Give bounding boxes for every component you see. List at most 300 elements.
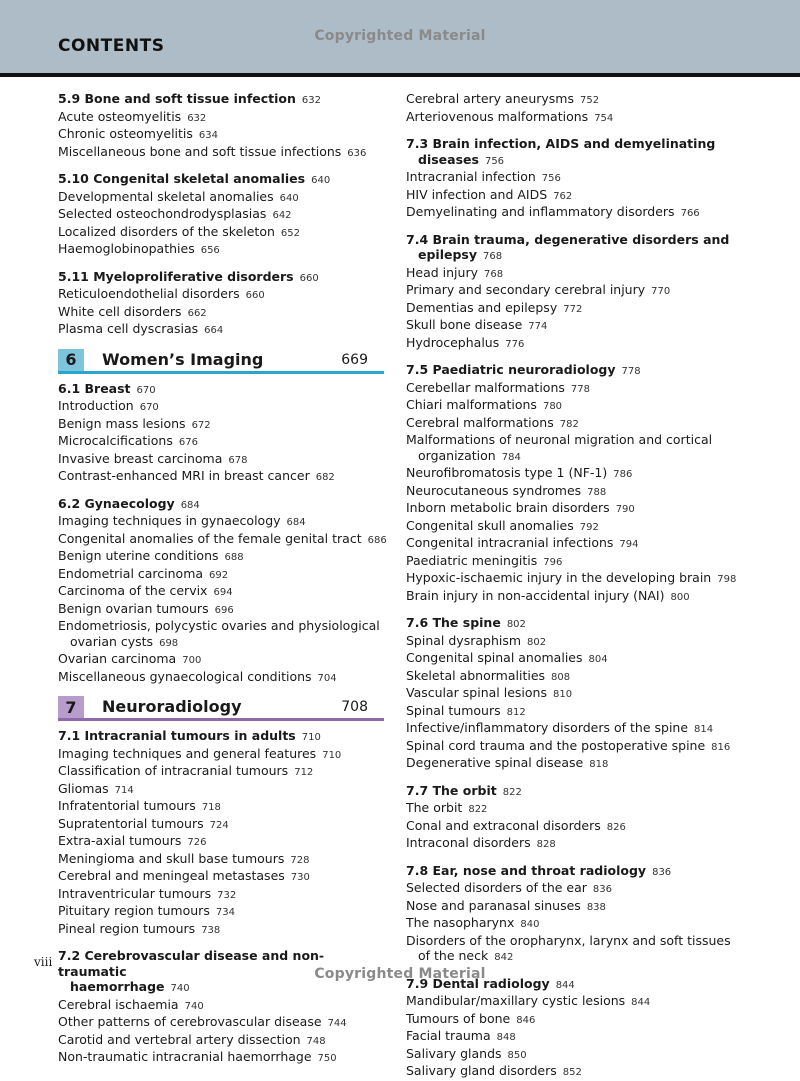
entry-label: Microcalcifications	[58, 433, 173, 448]
entry-label: Spinal tumours	[406, 702, 501, 718]
chapter-title: Women’s Imaging	[102, 349, 264, 369]
section-title: 7.9 Dental radiology	[406, 975, 550, 991]
entry-page: 712	[294, 767, 314, 778]
toc-entry[interactable]	[58, 868, 384, 886]
toc-entry[interactable]	[58, 433, 384, 451]
chapter-page: 669	[341, 351, 368, 368]
entry-label: Intraconal disorders	[406, 835, 531, 850]
toc-entry[interactable]	[406, 109, 746, 127]
chapter-number: 7	[58, 696, 84, 718]
toc-entry[interactable]	[406, 880, 746, 898]
entry-label: Congenital anomalies of the female genital tract	[58, 530, 362, 546]
entry-label: Acute osteomyelitis	[58, 108, 182, 124]
entry-label: Pituitary region tumours	[58, 903, 210, 918]
toc-entry[interactable]	[58, 746, 384, 764]
entry-label: Intracranial infection	[406, 169, 536, 184]
toc-section	[406, 863, 746, 966]
entry-label: White cell disorders	[58, 303, 182, 319]
section-title: 6.2 Gynaecology	[58, 495, 175, 511]
entry-page: 846	[516, 1014, 536, 1026]
entry-label: Malformations of neuronal migration and cortical	[406, 432, 713, 447]
entry-page: 788	[587, 486, 607, 498]
entry-label: Head injury	[406, 264, 478, 280]
page-title: CONTENTS	[58, 36, 165, 56]
toc-entry-continued[interactable]	[58, 634, 384, 652]
toc-entry[interactable]	[406, 335, 746, 353]
section-page: 632	[301, 95, 321, 106]
chapter-7-heading[interactable]	[58, 696, 384, 720]
toc-section	[406, 615, 746, 773]
section-title-continued: diseases	[418, 151, 479, 167]
entry-page: 740	[184, 1000, 204, 1012]
toc-entry[interactable]	[58, 513, 384, 531]
entry-page: 744	[327, 1018, 347, 1029]
toc-entry-continued[interactable]	[406, 448, 746, 466]
entry-label: Imaging techniques and general features	[58, 745, 317, 761]
entry-page: 796	[543, 556, 563, 568]
entry-label: Congenital spinal anomalies	[406, 650, 583, 665]
toc-entry[interactable]	[58, 1014, 384, 1032]
entry-page: 756	[541, 173, 561, 184]
toc-entry[interactable]	[406, 187, 746, 205]
section-title: 7.7 The orbit	[406, 782, 497, 798]
entry-label-continued: of the neck	[418, 948, 489, 963]
entry-page: 718	[201, 802, 221, 813]
chapter-rule	[58, 718, 384, 721]
entry-label: Cerebral and meningeal metastases	[58, 868, 285, 883]
entry-page: 660	[245, 290, 265, 301]
chapter-number: 6	[58, 349, 84, 371]
toc-section	[406, 232, 746, 353]
toc-entry[interactable]	[406, 685, 746, 703]
entry-label: Carcinoma of the cervix	[58, 583, 208, 598]
toc-entry[interactable]	[58, 126, 384, 144]
toc-entry[interactable]	[58, 1049, 384, 1067]
section-title: 7.8 Ear, nose and throat radiology	[406, 862, 647, 878]
toc-entry[interactable]	[58, 781, 384, 799]
section-page: 822	[502, 786, 522, 798]
entry-page: 672	[191, 419, 211, 431]
toc-entry[interactable]	[406, 993, 746, 1011]
entry-page: 682	[315, 472, 335, 483]
entry-label: Hypoxic-ischaemic injury in the developing brain	[406, 570, 712, 585]
section-title: 7.3 Brain infection, AIDS and demyelinating	[406, 136, 716, 151]
section-page: 640	[311, 175, 331, 186]
entry-label: Reticuloendothelial disorders	[58, 286, 240, 301]
entry-label: Nose and paranasal sinuses	[406, 897, 581, 913]
entry-page: 632	[187, 112, 207, 124]
entry-label: Extra-axial tumours	[58, 833, 182, 848]
section-page: 768	[483, 251, 503, 262]
toc-section	[58, 171, 384, 259]
chapter-rule	[58, 371, 384, 374]
entry-label: Intraventricular tumours	[58, 885, 212, 901]
entry-page: 640	[279, 192, 299, 204]
entry-page: 664	[204, 325, 224, 336]
entry-label: Vascular spinal lesions	[406, 685, 547, 700]
toc-entry[interactable]	[58, 398, 384, 416]
entry-page: 700	[182, 655, 202, 666]
entry-label: Invasive breast carcinoma	[58, 450, 223, 466]
entry-page: 836	[592, 884, 612, 895]
section-title: 7.4 Brain trauma, degenerative disorders and	[406, 231, 730, 247]
entry-page: 778	[570, 383, 590, 395]
entry-label: Mandibular/maxillary cystic lesions	[406, 993, 626, 1008]
entry-page: 790	[615, 504, 635, 515]
entry-label-continued: ovarian cysts	[70, 633, 154, 649]
toc-section	[58, 495, 387, 687]
entry-label: The orbit	[406, 800, 463, 815]
section-title: 6.1 Breast	[58, 380, 131, 396]
toc-entry[interactable]	[406, 1011, 746, 1029]
toc-entry[interactable]	[58, 109, 384, 127]
toc-section	[58, 381, 384, 486]
entry-page: 812	[506, 706, 526, 718]
section-page: 710	[301, 732, 321, 743]
toc-entry[interactable]	[406, 317, 746, 335]
section-title: 7.5 Paediatric neuroradiology	[406, 362, 616, 377]
entry-label: Chiari malformations	[406, 397, 537, 412]
toc-entry[interactable]	[406, 668, 746, 686]
entry-label: Haemoglobinopathies	[58, 241, 195, 256]
entry-label: HIV infection and AIDS	[406, 186, 548, 202]
entry-page: 730	[290, 872, 310, 883]
toc-entry[interactable]	[406, 933, 746, 949]
entry-label: Miscellaneous gynaecological conditions	[58, 668, 312, 684]
entry-page: 686	[367, 534, 387, 546]
section-page: 660	[299, 272, 319, 284]
entry-page: 692	[209, 569, 229, 581]
entry-label: Congenital intracranial infections	[406, 535, 614, 550]
entry-page: 738	[201, 924, 221, 936]
toc-entry[interactable]	[406, 91, 746, 109]
entry-page: 748	[306, 1035, 326, 1047]
entry-page: 800	[670, 591, 690, 603]
entry-page: 734	[215, 907, 235, 918]
entry-label: Facial trauma	[406, 1028, 491, 1043]
entry-page: 714	[114, 784, 134, 796]
toc-entry[interactable]	[58, 304, 384, 322]
entry-label-continued: organization	[418, 447, 496, 463]
entry-page: 726	[187, 837, 207, 848]
toc-section	[406, 136, 746, 222]
entry-label: Ovarian carcinoma	[58, 651, 177, 666]
entry-label: Conal and extraconal disorders	[406, 817, 601, 833]
toc-entry[interactable]	[58, 530, 387, 549]
section-page: 670	[136, 384, 156, 396]
toc-entry[interactable]	[406, 432, 746, 448]
entry-page: 818	[589, 759, 609, 770]
toc-entry[interactable]	[58, 224, 384, 242]
toc-entry[interactable]	[406, 204, 746, 222]
toc-entry[interactable]	[406, 282, 746, 300]
toc-entry[interactable]	[58, 833, 384, 851]
toc-section	[406, 91, 746, 126]
section-heading[interactable]	[406, 362, 746, 380]
toc-entry[interactable]	[58, 548, 384, 566]
toc-entry[interactable]	[58, 997, 384, 1015]
entry-label: Neurocutaneous syndromes	[406, 482, 582, 498]
entry-label: Selected osteochondrodysplasias	[58, 206, 267, 221]
section-title: 5.9 Bone and soft tissue infection	[58, 91, 296, 106]
entry-label: Benign uterine conditions	[58, 548, 219, 563]
entry-label: Disorders of the oropharynx, larynx and soft tissues	[406, 932, 731, 948]
entry-label: Arteriovenous malformations	[406, 108, 589, 124]
toc-entry[interactable]	[406, 650, 746, 668]
entry-label: Benign ovarian tumours	[58, 600, 209, 616]
section-title-continued: epilepsy	[418, 247, 478, 262]
entry-page: 840	[520, 919, 540, 930]
entry-page: 754	[594, 112, 614, 124]
toc-entry[interactable]	[406, 755, 746, 773]
toc-entry[interactable]	[406, 738, 746, 756]
entry-page: 688	[224, 552, 244, 563]
toc-entry[interactable]	[406, 465, 746, 483]
section-page: 740	[170, 983, 190, 994]
section-title: 7.6 The spine	[406, 615, 501, 630]
entry-page: 852	[562, 1067, 582, 1078]
entry-page: 794	[619, 539, 639, 550]
entry-page: 848	[496, 1032, 516, 1043]
toc-entry[interactable]	[58, 144, 384, 162]
toc-entry[interactable]	[406, 518, 746, 536]
toc-entry[interactable]	[406, 1028, 746, 1046]
entry-label: Classification of intracranial tumours	[58, 763, 289, 778]
toc-entry[interactable]	[58, 583, 384, 601]
toc-entry[interactable]	[406, 588, 746, 606]
entry-label: Developmental skeletal anomalies	[58, 188, 274, 204]
toc-entry[interactable]	[58, 468, 384, 486]
entry-page: 774	[528, 321, 548, 332]
entry-label: Miscellaneous bone and soft tissue infections	[58, 143, 342, 159]
toc-entry[interactable]	[406, 553, 746, 571]
section-heading-continued[interactable]	[406, 247, 746, 265]
entry-label: Infective/inflammatory disorders of the spine	[406, 720, 689, 735]
entry-label: The nasopharynx	[406, 915, 515, 930]
entry-label: Supratentorial tumours	[58, 815, 204, 831]
toc-entry[interactable]	[58, 851, 384, 869]
toc-entry[interactable]	[58, 816, 384, 834]
entry-label: Other patterns of cerebrovascular disease	[58, 1014, 322, 1029]
entry-page: 752	[580, 95, 600, 106]
entry-label: Plasma cell dyscrasias	[58, 321, 199, 336]
section-page: 778	[621, 366, 641, 377]
entry-label: Selected disorders of the ear	[406, 880, 587, 895]
section-page: 802	[506, 619, 526, 630]
section-title: 7.1 Intracranial tumours in adults	[58, 728, 296, 743]
toc-entry[interactable]	[58, 321, 384, 339]
toc-section	[406, 976, 746, 1081]
header-rule	[0, 73, 800, 77]
chapter-title: Neuroradiology	[102, 697, 242, 716]
chapter-page: 708	[341, 699, 368, 715]
toc-entry[interactable]	[406, 703, 746, 721]
toc-entry[interactable]	[58, 566, 384, 584]
entry-page: 676	[178, 437, 198, 448]
section-page: 836	[652, 866, 672, 878]
section-heading[interactable]	[406, 783, 746, 801]
entry-page: 792	[579, 521, 599, 533]
entry-page: 798	[717, 574, 737, 585]
entry-page: 780	[542, 401, 563, 412]
entry-page: 786	[613, 469, 633, 480]
watermark-top: Copyrighted Material	[314, 28, 486, 44]
section-heading[interactable]	[58, 496, 384, 514]
toc-entry[interactable]	[406, 835, 746, 853]
toc-entry[interactable]	[58, 921, 384, 939]
entry-page: 710	[322, 749, 342, 761]
entry-label: Cerebral malformations	[406, 414, 554, 430]
entry-page: 696	[214, 604, 234, 616]
entry-label: Carotid and vertebral artery dissection	[58, 1031, 301, 1047]
entry-page: 828	[536, 839, 556, 850]
toc-entry[interactable]	[406, 800, 746, 818]
section-title: 5.11 Myeloproliferative disorders	[58, 268, 294, 284]
toc-entry[interactable]	[406, 1063, 746, 1081]
toc-entry[interactable]	[406, 535, 746, 553]
toc-entry[interactable]	[406, 915, 746, 933]
section-heading[interactable]	[406, 863, 746, 881]
toc-entry[interactable]	[406, 415, 746, 433]
section-heading[interactable]	[58, 728, 384, 746]
left-column	[58, 91, 387, 1067]
toc-entry[interactable]	[406, 380, 746, 398]
entry-label: Cerebellar malformations	[406, 379, 565, 395]
toc-section	[58, 91, 384, 161]
entry-label: Benign mass lesions	[58, 415, 186, 431]
section-title: 7.2 Cerebrovascular disease and non-traumatic	[58, 948, 325, 979]
section-heading-continued[interactable]	[406, 152, 746, 170]
section-heading[interactable]	[406, 136, 746, 152]
entry-label: Introduction	[58, 398, 134, 413]
entry-page: 814	[694, 724, 714, 735]
entry-label: Inborn metabolic brain disorders	[406, 500, 610, 515]
toc-entry[interactable]	[406, 483, 746, 501]
entry-page: 694	[213, 587, 233, 598]
entry-label: Pineal region tumours	[58, 920, 196, 936]
entry-page: 822	[468, 804, 488, 815]
toc-section	[406, 362, 746, 605]
toc-entry[interactable]	[406, 1046, 746, 1064]
watermark-bottom: Copyrighted Material	[314, 966, 486, 982]
toc-entry[interactable]	[406, 300, 746, 318]
entry-page: 656	[200, 245, 220, 256]
entry-label: Salivary gland disorders	[406, 1063, 557, 1078]
toc-entry[interactable]	[406, 818, 746, 836]
section-title-continued: haemorrhage	[70, 979, 165, 994]
toc-entry[interactable]	[58, 669, 384, 687]
entry-label: Endometriosis, polycystic ovaries and physiological	[58, 618, 380, 633]
toc-entry[interactable]	[58, 618, 384, 634]
section-heading[interactable]	[58, 171, 384, 189]
entry-label: Infratentorial tumours	[58, 798, 196, 813]
entry-page: 844	[631, 997, 651, 1008]
entry-page: 784	[501, 451, 521, 463]
toc-entry[interactable]	[406, 898, 746, 916]
section-heading[interactable]	[58, 381, 384, 399]
section-page: 684	[180, 499, 200, 511]
entry-page: 850	[507, 1049, 527, 1061]
section-heading[interactable]	[58, 91, 384, 109]
toc-entry[interactable]	[58, 1032, 384, 1050]
entry-page: 804	[588, 654, 608, 665]
entry-page: 652	[280, 227, 301, 239]
entry-page: 838	[586, 901, 606, 913]
entry-page: 642	[272, 210, 292, 221]
section-heading[interactable]	[406, 615, 746, 633]
entry-label: Localized disorders of the skeleton	[58, 223, 275, 239]
toc-entry[interactable]	[406, 397, 746, 415]
entry-page: 634	[198, 130, 218, 141]
entry-page: 770	[651, 286, 671, 297]
entry-label: Spinal cord trauma and the postoperative spine	[406, 737, 706, 753]
toc-entry[interactable]	[58, 189, 384, 207]
entry-page: 810	[552, 689, 573, 700]
entry-label: Degenerative spinal disease	[406, 755, 584, 770]
entry-label: Cerebral ischaemia	[58, 996, 179, 1012]
entry-page: 636	[347, 147, 367, 159]
chapter-6-heading[interactable]	[58, 349, 384, 373]
toc-section	[58, 728, 384, 938]
entry-page: 728	[290, 854, 310, 866]
section-heading[interactable]	[58, 269, 384, 287]
entry-label: Neurofibromatosis type 1 (NF-1)	[406, 465, 608, 480]
toc-entry[interactable]	[58, 601, 384, 619]
entry-label: Contrast-enhanced MRI in breast cancer	[58, 468, 310, 483]
toc-entry[interactable]	[58, 903, 384, 921]
toc-entry[interactable]	[58, 451, 384, 469]
toc-entry[interactable]	[406, 570, 746, 588]
entry-label: Skeletal abnormalities	[406, 667, 546, 683]
section-page: 844	[555, 979, 575, 991]
right-column	[406, 91, 746, 1081]
entry-label: Paediatric meningitis	[406, 552, 538, 568]
entry-page: 684	[286, 517, 306, 528]
toc-entry[interactable]	[406, 633, 746, 651]
entry-page: 732	[217, 889, 237, 901]
toc-entry[interactable]	[406, 169, 746, 187]
entry-label: Salivary glands	[406, 1045, 502, 1061]
toc-entry[interactable]	[58, 241, 384, 259]
toc-entry[interactable]	[406, 265, 746, 283]
entry-label: Congenital skull anomalies	[406, 517, 574, 533]
section-heading[interactable]	[406, 232, 746, 248]
toc-entry[interactable]	[58, 798, 384, 816]
entry-label: Endometrial carcinoma	[58, 565, 204, 581]
toc-entry[interactable]	[58, 416, 384, 434]
toc-entry[interactable]	[58, 651, 384, 669]
entry-label: Tumours of bone	[406, 1010, 511, 1026]
entry-page: 772	[563, 303, 583, 315]
entry-label: Skull bone disease	[406, 317, 523, 332]
entry-label: Brain injury in non-accidental injury (NAI)	[406, 587, 665, 603]
toc-entry[interactable]	[58, 286, 384, 304]
toc-section	[58, 269, 384, 339]
toc-entry[interactable]	[58, 763, 384, 781]
toc-entry[interactable]	[406, 720, 746, 738]
toc-entry[interactable]	[58, 886, 384, 904]
entry-page: 762	[553, 190, 573, 202]
entry-label: Hydrocephalus	[406, 334, 500, 350]
toc-entry-continued[interactable]	[406, 948, 746, 966]
entry-page: 802	[527, 636, 547, 648]
entry-page: 808	[551, 671, 571, 683]
entry-page: 704	[317, 672, 337, 684]
entry-page: 768	[484, 268, 504, 280]
entry-page: 724	[209, 819, 229, 831]
toc-entry[interactable]	[406, 500, 746, 518]
toc-entry[interactable]	[58, 206, 384, 224]
